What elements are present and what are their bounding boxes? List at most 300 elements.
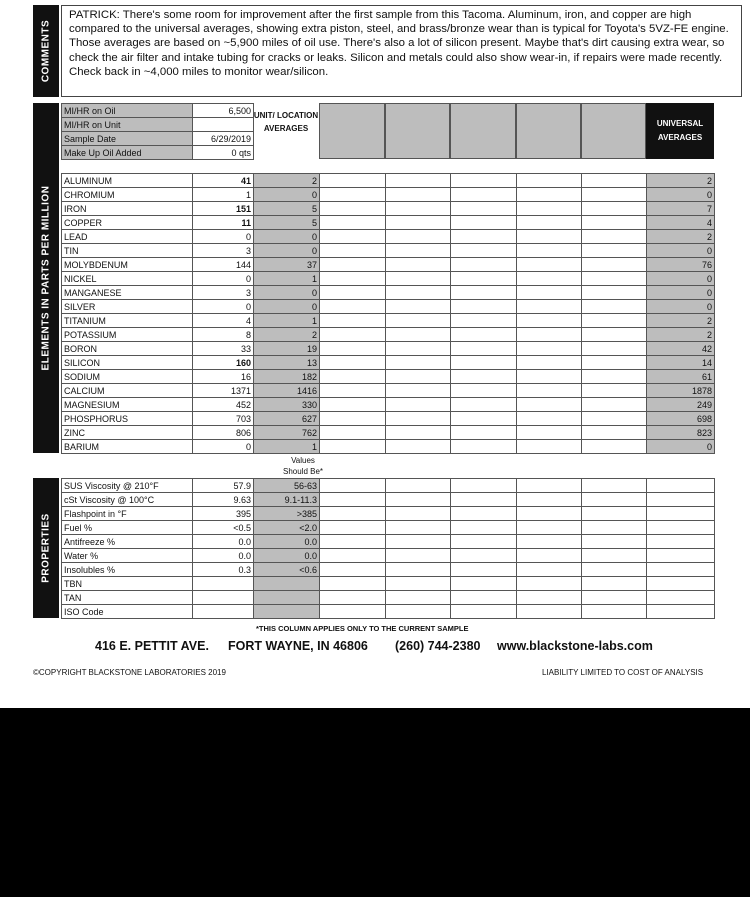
property-empty-cell [451, 591, 517, 605]
property-empty-cell [582, 521, 647, 535]
property-sample-value [193, 605, 254, 619]
element-unit-average: 37 [254, 258, 320, 272]
property-empty-cell [582, 479, 647, 493]
header-label: Sample Date [62, 132, 193, 146]
property-empty-cell [451, 549, 517, 563]
element-empty-cell [582, 300, 647, 314]
element-empty-cell [451, 174, 517, 188]
property-row [62, 479, 715, 493]
element-empty-cell [582, 356, 647, 370]
property-sample-value [193, 591, 254, 605]
property-sample-value [193, 577, 254, 591]
element-unit-average: 1 [254, 440, 320, 454]
element-universal-average: 76 [647, 258, 715, 272]
element-universal-average: 61 [647, 370, 715, 384]
element-unit-average: 13 [254, 356, 320, 370]
property-empty-cell [647, 605, 715, 619]
element-row [62, 174, 715, 188]
elements-section-label: ELEMENTS IN PARTS PER MILLION [33, 103, 59, 453]
element-empty-cell [517, 300, 582, 314]
property-empty-cell [582, 563, 647, 577]
element-universal-average: 823 [647, 426, 715, 440]
element-name: CALCIUM [62, 384, 193, 398]
element-universal-average: 0 [647, 300, 715, 314]
element-empty-cell [386, 398, 451, 412]
element-row [62, 244, 715, 258]
property-sample-value: 57.9 [193, 479, 254, 493]
element-name: SODIUM [62, 370, 193, 384]
element-sample-value: 703 [193, 412, 254, 426]
footnote: *THIS COLUMN APPLIES ONLY TO THE CURRENT SAMPLE [256, 624, 469, 633]
element-empty-cell [451, 412, 517, 426]
element-universal-average: 0 [647, 188, 715, 202]
header-row [62, 118, 254, 132]
property-empty-cell [451, 577, 517, 591]
property-empty-cell [582, 507, 647, 521]
element-empty-cell [320, 328, 386, 342]
property-empty-cell [320, 507, 386, 521]
element-row [62, 426, 715, 440]
element-empty-cell [451, 384, 517, 398]
footer-address: 416 E. PETTIT AVE. [95, 639, 209, 653]
property-should-be: 0.0 [254, 549, 320, 563]
element-unit-average: 5 [254, 216, 320, 230]
element-empty-cell [320, 440, 386, 454]
element-sample-value: 0 [193, 230, 254, 244]
element-name: MOLYBDENUM [62, 258, 193, 272]
property-empty-cell [386, 521, 451, 535]
element-empty-cell [451, 342, 517, 356]
element-empty-cell [517, 342, 582, 356]
element-empty-cell [517, 202, 582, 216]
property-should-be [254, 591, 320, 605]
property-empty-cell [451, 563, 517, 577]
element-sample-value: 144 [193, 258, 254, 272]
property-empty-cell [517, 577, 582, 591]
unit-location-averages-header: UNIT/ LOCATION AVERAGES [253, 111, 319, 133]
element-empty-cell [582, 286, 647, 300]
element-row [62, 356, 715, 370]
property-row [62, 535, 715, 549]
header-value: 0 qts [193, 146, 254, 160]
element-sample-value: 3 [193, 286, 254, 300]
element-unit-average: 627 [254, 412, 320, 426]
property-empty-cell [517, 591, 582, 605]
property-empty-cell [451, 493, 517, 507]
property-empty-cell [386, 549, 451, 563]
element-empty-cell [320, 300, 386, 314]
element-name: PHOSPHORUS [62, 412, 193, 426]
element-row [62, 328, 715, 342]
element-empty-cell [320, 188, 386, 202]
element-empty-cell [582, 342, 647, 356]
property-empty-cell [451, 535, 517, 549]
element-row [62, 216, 715, 230]
element-row [62, 230, 715, 244]
property-empty-cell [386, 605, 451, 619]
element-universal-average: 0 [647, 440, 715, 454]
element-sample-value: 41 [193, 174, 254, 188]
element-universal-average: 14 [647, 356, 715, 370]
property-empty-cell [451, 479, 517, 493]
element-empty-cell [451, 272, 517, 286]
property-empty-cell [320, 479, 386, 493]
header-grey-cell [450, 103, 516, 159]
property-row [62, 605, 715, 619]
header-value: 6,500 [193, 104, 254, 118]
element-empty-cell [582, 314, 647, 328]
element-empty-cell [386, 174, 451, 188]
element-empty-cell [517, 356, 582, 370]
element-empty-cell [517, 272, 582, 286]
element-empty-cell [386, 342, 451, 356]
property-empty-cell [647, 563, 715, 577]
element-empty-cell [451, 202, 517, 216]
element-name: NICKEL [62, 272, 193, 286]
element-empty-cell [320, 258, 386, 272]
property-row [62, 521, 715, 535]
property-name: ISO Code [62, 605, 193, 619]
element-row [62, 300, 715, 314]
element-empty-cell [386, 230, 451, 244]
element-universal-average: 7 [647, 202, 715, 216]
property-name: Flashpoint in °F [62, 507, 193, 521]
element-sample-value: 4 [193, 314, 254, 328]
element-universal-average: 2 [647, 230, 715, 244]
property-empty-cell [647, 521, 715, 535]
element-empty-cell [320, 230, 386, 244]
element-empty-cell [320, 426, 386, 440]
property-empty-cell [647, 479, 715, 493]
property-empty-cell [517, 549, 582, 563]
element-sample-value: 151 [193, 202, 254, 216]
header-value [193, 118, 254, 132]
element-empty-cell [451, 370, 517, 384]
element-name: MANGANESE [62, 286, 193, 300]
property-name: TBN [62, 577, 193, 591]
element-sample-value: 11 [193, 216, 254, 230]
element-row [62, 286, 715, 300]
element-empty-cell [320, 286, 386, 300]
property-empty-cell [517, 521, 582, 535]
element-sample-value: 3 [193, 244, 254, 258]
property-empty-cell [582, 591, 647, 605]
element-empty-cell [517, 328, 582, 342]
element-sample-value: 33 [193, 342, 254, 356]
element-empty-cell [451, 440, 517, 454]
element-name: SILICON [62, 356, 193, 370]
element-name: MAGNESIUM [62, 398, 193, 412]
property-row [62, 507, 715, 521]
property-name: Water % [62, 549, 193, 563]
element-empty-cell [386, 356, 451, 370]
property-row [62, 493, 715, 507]
property-name: SUS Viscosity @ 210°F [62, 479, 193, 493]
footer-phone: (260) 744-2380 [395, 639, 481, 653]
property-row [62, 563, 715, 577]
element-empty-cell [386, 202, 451, 216]
property-should-be [254, 605, 320, 619]
element-empty-cell [517, 174, 582, 188]
element-empty-cell [386, 300, 451, 314]
element-universal-average: 0 [647, 286, 715, 300]
element-empty-cell [517, 426, 582, 440]
header-value: 6/29/2019 [193, 132, 254, 146]
sample-header-table [61, 103, 254, 160]
property-empty-cell [517, 479, 582, 493]
element-row [62, 202, 715, 216]
property-empty-cell [386, 493, 451, 507]
properties-section-label: PROPERTIES [33, 478, 59, 618]
element-unit-average: 2 [254, 174, 320, 188]
element-empty-cell [451, 356, 517, 370]
element-unit-average: 0 [254, 300, 320, 314]
property-empty-cell [320, 521, 386, 535]
element-empty-cell [451, 300, 517, 314]
element-name: ALUMINUM [62, 174, 193, 188]
property-empty-cell [647, 549, 715, 563]
element-empty-cell [451, 398, 517, 412]
comments-section-label: COMMENTS [33, 5, 59, 97]
comments-text: PATRICK: There's some room for improvement after the first sample from this Tacoma. Aluminum, iron, and copper are high compared to the universal averages, showing extra piston, steel, and brass/bronze wear than is typical for Toyota's 5VZ-FE engine. Those averages are based on ~5,900 miles of oil use. There's also a lot of silicon present. Maybe that's dirt causing extra wear, so check the air filter and intake tubing for cracks or leaks. Silicon and metals could also show wear-in, if repairs were made recently. Check back in ~4,000 miles to monitor wear/silicon. [69, 9, 729, 78]
property-empty-cell [517, 507, 582, 521]
element-name: BORON [62, 342, 193, 356]
element-universal-average: 4 [647, 216, 715, 230]
property-empty-cell [320, 493, 386, 507]
element-empty-cell [451, 426, 517, 440]
element-empty-cell [320, 314, 386, 328]
universal-averages-header: UNIVERSAL AVERAGES [646, 103, 714, 159]
element-empty-cell [320, 342, 386, 356]
property-empty-cell [582, 535, 647, 549]
element-empty-cell [386, 384, 451, 398]
element-empty-cell [320, 174, 386, 188]
header-row [62, 146, 254, 160]
property-name: TAN [62, 591, 193, 605]
element-empty-cell [451, 328, 517, 342]
property-empty-cell [320, 535, 386, 549]
copyright: ©COPYRIGHT BLACKSTONE LABORATORIES 2019 [33, 668, 226, 677]
liability-notice: LIABILITY LIMITED TO COST OF ANALYSIS [542, 668, 704, 677]
element-empty-cell [386, 426, 451, 440]
element-empty-cell [582, 258, 647, 272]
property-sample-value: 395 [193, 507, 254, 521]
header-label: MI/HR on Unit [62, 118, 193, 132]
values-should-be-label: Values Should Be* [282, 456, 324, 476]
element-row [62, 342, 715, 356]
property-sample-value: <0.5 [193, 521, 254, 535]
element-empty-cell [517, 440, 582, 454]
element-empty-cell [517, 216, 582, 230]
property-empty-cell [451, 507, 517, 521]
element-empty-cell [386, 188, 451, 202]
element-empty-cell [517, 230, 582, 244]
element-empty-cell [386, 412, 451, 426]
property-empty-cell [320, 591, 386, 605]
property-row [62, 577, 715, 591]
element-row [62, 412, 715, 426]
element-universal-average: 1878 [647, 384, 715, 398]
element-empty-cell [386, 258, 451, 272]
element-empty-cell [517, 286, 582, 300]
element-empty-cell [320, 398, 386, 412]
element-sample-value: 452 [193, 398, 254, 412]
element-unit-average: 1 [254, 314, 320, 328]
element-row [62, 272, 715, 286]
property-empty-cell [647, 535, 715, 549]
element-name: ZINC [62, 426, 193, 440]
property-empty-cell [647, 577, 715, 591]
element-universal-average: 249 [647, 398, 715, 412]
property-should-be [254, 577, 320, 591]
property-empty-cell [320, 577, 386, 591]
element-empty-cell [582, 328, 647, 342]
element-empty-cell [582, 398, 647, 412]
element-empty-cell [320, 370, 386, 384]
properties-table [61, 478, 715, 619]
property-empty-cell [386, 591, 451, 605]
property-empty-cell [386, 577, 451, 591]
element-empty-cell [582, 384, 647, 398]
elements-table [61, 173, 715, 454]
property-should-be: <0.6 [254, 563, 320, 577]
element-empty-cell [451, 314, 517, 328]
element-empty-cell [582, 370, 647, 384]
element-universal-average: 2 [647, 174, 715, 188]
element-sample-value: 1371 [193, 384, 254, 398]
property-empty-cell [647, 591, 715, 605]
element-universal-average: 0 [647, 272, 715, 286]
element-unit-average: 1416 [254, 384, 320, 398]
element-empty-cell [386, 314, 451, 328]
element-empty-cell [517, 384, 582, 398]
element-name: TITANIUM [62, 314, 193, 328]
header-grey-cell [516, 103, 581, 159]
element-name: POTASSIUM [62, 328, 193, 342]
element-unit-average: 0 [254, 244, 320, 258]
element-sample-value: 16 [193, 370, 254, 384]
property-empty-cell [320, 563, 386, 577]
element-empty-cell [386, 370, 451, 384]
element-empty-cell [582, 272, 647, 286]
property-empty-cell [320, 605, 386, 619]
property-empty-cell [386, 563, 451, 577]
element-empty-cell [517, 244, 582, 258]
element-empty-cell [320, 356, 386, 370]
element-unit-average: 2 [254, 328, 320, 342]
property-empty-cell [647, 493, 715, 507]
element-empty-cell [451, 216, 517, 230]
property-empty-cell [517, 605, 582, 619]
element-empty-cell [386, 272, 451, 286]
property-row [62, 591, 715, 605]
element-empty-cell [582, 216, 647, 230]
element-empty-cell [451, 258, 517, 272]
element-row [62, 440, 715, 454]
element-empty-cell [320, 272, 386, 286]
element-empty-cell [517, 398, 582, 412]
element-empty-cell [320, 216, 386, 230]
element-unit-average: 0 [254, 230, 320, 244]
property-empty-cell [582, 493, 647, 507]
element-name: LEAD [62, 230, 193, 244]
element-name: COPPER [62, 216, 193, 230]
element-empty-cell [582, 426, 647, 440]
property-name: cSt Viscosity @ 100°C [62, 493, 193, 507]
property-row [62, 549, 715, 563]
element-row [62, 188, 715, 202]
property-should-be: <2.0 [254, 521, 320, 535]
element-empty-cell [582, 188, 647, 202]
property-empty-cell [386, 535, 451, 549]
element-empty-cell [320, 384, 386, 398]
element-empty-cell [582, 244, 647, 258]
property-empty-cell [582, 577, 647, 591]
element-sample-value: 8 [193, 328, 254, 342]
property-name: Fuel % [62, 521, 193, 535]
element-universal-average: 42 [647, 342, 715, 356]
footer-city: FORT WAYNE, IN 46806 [228, 639, 368, 653]
property-sample-value: 9.63 [193, 493, 254, 507]
element-empty-cell [517, 314, 582, 328]
property-empty-cell [386, 479, 451, 493]
element-unit-average: 0 [254, 286, 320, 300]
property-empty-cell [582, 549, 647, 563]
property-empty-cell [582, 605, 647, 619]
element-sample-value: 0 [193, 440, 254, 454]
element-empty-cell [582, 440, 647, 454]
element-row [62, 258, 715, 272]
element-row [62, 370, 715, 384]
header-grey-columns [319, 103, 646, 159]
element-unit-average: 330 [254, 398, 320, 412]
element-empty-cell [517, 188, 582, 202]
element-universal-average: 2 [647, 314, 715, 328]
element-row [62, 384, 715, 398]
element-sample-value: 806 [193, 426, 254, 440]
property-should-be: 56-63 [254, 479, 320, 493]
element-empty-cell [582, 174, 647, 188]
header-grey-cell [319, 103, 385, 159]
element-name: CHROMIUM [62, 188, 193, 202]
element-name: SILVER [62, 300, 193, 314]
element-empty-cell [517, 412, 582, 426]
element-empty-cell [386, 286, 451, 300]
header-row [62, 132, 254, 146]
element-universal-average: 0 [647, 244, 715, 258]
property-empty-cell [647, 507, 715, 521]
element-empty-cell [386, 440, 451, 454]
element-unit-average: 5 [254, 202, 320, 216]
element-unit-average: 1 [254, 272, 320, 286]
element-empty-cell [517, 258, 582, 272]
element-empty-cell [451, 244, 517, 258]
property-empty-cell [386, 507, 451, 521]
comments-box [61, 5, 742, 97]
header-grey-cell [581, 103, 646, 159]
element-unit-average: 182 [254, 370, 320, 384]
element-empty-cell [582, 230, 647, 244]
element-row [62, 398, 715, 412]
property-empty-cell [517, 535, 582, 549]
element-sample-value: 160 [193, 356, 254, 370]
element-empty-cell [517, 370, 582, 384]
header-label: Make Up Oil Added [62, 146, 193, 160]
element-unit-average: 762 [254, 426, 320, 440]
element-unit-average: 0 [254, 188, 320, 202]
element-universal-average: 2 [647, 328, 715, 342]
element-empty-cell [451, 286, 517, 300]
